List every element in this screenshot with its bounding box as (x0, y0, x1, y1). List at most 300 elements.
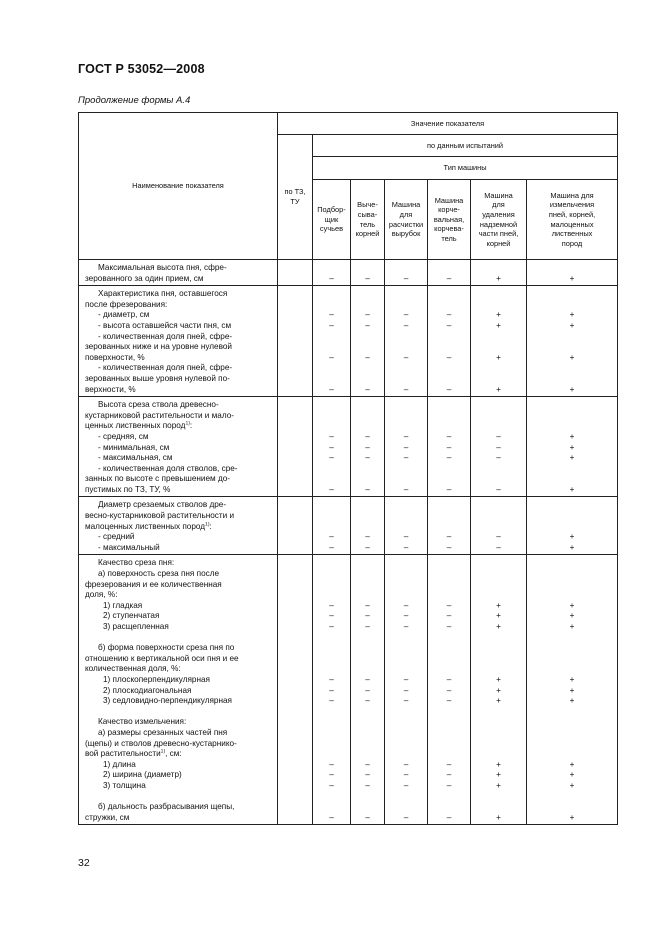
value-mark: + (496, 352, 501, 362)
value-mark: – (446, 453, 452, 463)
value-mark (351, 400, 384, 411)
value-mark: – (365, 310, 370, 320)
machine-value-cell (313, 286, 351, 397)
value-mark: – (329, 484, 334, 494)
value-mark (278, 263, 312, 274)
tz-tu-value-cell (278, 497, 313, 555)
value-mark: + (496, 320, 501, 330)
indicator-text: 2) плоскодиагональная (103, 685, 192, 695)
value-mark (527, 421, 617, 432)
value-mark: – (329, 685, 334, 695)
indicator-name-cell (79, 497, 278, 555)
value-mark: + (569, 542, 575, 552)
value-mark (527, 511, 617, 522)
indicator-text: б) дальность разбрасывания щепы, (98, 802, 235, 812)
indicator-text: - высота оставшейся части пня, см (98, 320, 232, 330)
tz-tu-value-cell (278, 397, 313, 497)
indicator-text-line (85, 686, 274, 697)
value-mark (278, 643, 312, 654)
value-mark (428, 558, 470, 569)
header-test-data: по данным испытаний (313, 135, 618, 157)
value-mark (278, 622, 312, 633)
value-mark (278, 813, 312, 824)
indicator-text: 3) расщепленная (103, 622, 169, 631)
value-mark (278, 411, 312, 422)
value-mark (351, 643, 384, 654)
value-mark (313, 558, 350, 569)
value-mark (278, 781, 312, 792)
value-mark (278, 664, 312, 675)
header-machine-3: Машина для расчистки вырубок (385, 180, 428, 260)
value-mark (351, 363, 384, 374)
value-mark (527, 342, 617, 353)
value-mark (428, 511, 470, 522)
value-mark (278, 363, 312, 374)
value-mark (527, 263, 617, 274)
value-mark (313, 464, 350, 475)
indicator-text-line (85, 611, 274, 622)
value-mark (471, 411, 526, 422)
page-number: 32 (78, 857, 90, 869)
value-mark (471, 300, 526, 311)
value-mark: – (446, 384, 452, 394)
machine-value-cell (351, 260, 385, 286)
value-mark (278, 543, 312, 554)
value-mark (351, 374, 384, 385)
value-mark (385, 664, 427, 675)
value-mark (385, 400, 427, 411)
value-mark: – (329, 431, 334, 441)
value-mark: + (496, 384, 501, 394)
indicator-text: верхности, % (85, 384, 136, 394)
value-mark (351, 500, 384, 511)
indicator-text-line (85, 739, 274, 750)
value-mark (313, 739, 350, 750)
value-mark (471, 522, 526, 533)
value-mark (527, 590, 617, 601)
value-mark: + (496, 770, 501, 780)
indicator-text-line (85, 558, 274, 569)
machine-value-cell (428, 260, 471, 286)
value-mark (278, 485, 312, 496)
indicator-text-line (85, 707, 274, 718)
indicator-name-cell (79, 397, 278, 497)
value-mark: – (446, 696, 452, 706)
indicator-text: - минимальная, см (98, 442, 170, 452)
value-mark (385, 289, 427, 300)
indicator-text: 2) ширина (диаметр) (103, 770, 182, 780)
value-mark: – (403, 759, 409, 769)
value-mark: – (365, 780, 370, 790)
value-mark (385, 792, 427, 803)
value-mark (471, 717, 526, 728)
value-mark: – (403, 685, 409, 695)
value-mark: + (569, 320, 575, 330)
value-mark (385, 580, 427, 591)
indicator-text-line (85, 633, 274, 644)
value-mark (313, 664, 350, 675)
indicator-text-line (85, 802, 274, 813)
value-mark: – (329, 780, 334, 790)
value-mark: – (446, 484, 452, 494)
value-mark (385, 374, 427, 385)
indicator-text: 2) ступенчатая (103, 611, 160, 621)
indicator-text: 1) плоскоперпендикулярная (103, 674, 210, 684)
value-mark (527, 363, 617, 374)
value-mark: + (496, 696, 501, 706)
machine-value-cell (527, 555, 618, 825)
header-machine-4: Машина корче- вальная, корчева- тель (428, 180, 471, 260)
machine-value-cell (351, 397, 385, 497)
indicator-text-line (85, 332, 274, 343)
value-mark: – (329, 442, 334, 452)
value-mark: – (446, 532, 452, 542)
indicator-text: фрезерования и ее количественная (85, 579, 222, 589)
value-mark (471, 749, 526, 760)
value-mark: – (403, 611, 409, 621)
value-mark: – (365, 320, 370, 330)
value-mark (471, 728, 526, 739)
value-mark: – (446, 320, 452, 330)
value-mark (278, 353, 312, 364)
value-mark: + (569, 696, 575, 706)
indicator-text: вой растительности (85, 749, 161, 759)
value-mark: + (569, 759, 575, 769)
form-caption: Продолжение формы А.4 (78, 95, 191, 106)
value-mark (313, 342, 350, 353)
value-mark (278, 760, 312, 771)
value-mark: + (569, 812, 575, 822)
value-mark: – (365, 352, 370, 362)
value-mark (385, 263, 427, 274)
indicator-text-line (85, 321, 274, 332)
value-mark: – (403, 812, 409, 822)
value-mark: – (329, 542, 334, 552)
value-mark (385, 728, 427, 739)
value-mark (278, 611, 312, 622)
tz-tu-value-cell (278, 286, 313, 397)
value-mark (351, 421, 384, 432)
value-mark: – (446, 273, 452, 283)
indicator-name-cell (79, 260, 278, 286)
value-mark (278, 522, 312, 533)
machine-value-cell (385, 497, 428, 555)
value-mark: – (329, 696, 334, 706)
table-row (79, 286, 618, 397)
value-mark (278, 385, 312, 396)
value-mark: – (365, 600, 370, 610)
value-mark: – (403, 674, 409, 684)
value-mark: + (496, 600, 501, 610)
machine-value-cell (385, 555, 428, 825)
value-mark (278, 342, 312, 353)
value-mark (385, 474, 427, 485)
value-mark (313, 300, 350, 311)
value-mark (278, 601, 312, 612)
value-mark: – (329, 759, 334, 769)
value-mark (527, 739, 617, 750)
value-mark (385, 342, 427, 353)
value-mark (313, 728, 350, 739)
value-mark (313, 411, 350, 422)
value-mark (351, 300, 384, 311)
indicator-text-line (85, 781, 274, 792)
value-mark (471, 363, 526, 374)
value-mark: – (329, 622, 334, 631)
value-mark: + (569, 611, 575, 621)
value-mark (527, 802, 617, 813)
indicator-name-cell (79, 286, 278, 397)
value-mark (527, 474, 617, 485)
value-mark (428, 411, 470, 422)
indicator-text-line (85, 522, 274, 533)
value-mark (471, 643, 526, 654)
value-mark (428, 717, 470, 728)
indicator-text: Диаметр срезаемых стволов дре- (98, 500, 227, 510)
value-mark (278, 321, 312, 332)
machine-value-cell (385, 397, 428, 497)
value-mark: + (569, 384, 575, 394)
value-mark (471, 664, 526, 675)
document-title: ГОСТ Р 53052—2008 (78, 62, 205, 76)
value-mark (471, 654, 526, 665)
indicator-text: количественная доля, %: (85, 664, 181, 674)
value-mark: – (329, 600, 334, 610)
value-mark (428, 643, 470, 654)
footnote-marker: 1) (185, 421, 190, 427)
value-mark: + (496, 273, 501, 283)
indicator-text: зерованного за один прием, см (85, 273, 204, 283)
indicator-text: - количественная доля пней, сфре- (98, 331, 233, 341)
value-mark: + (569, 431, 575, 441)
value-mark: – (403, 696, 409, 706)
value-mark: + (496, 685, 501, 695)
value-mark: – (365, 384, 370, 394)
value-mark (428, 707, 470, 718)
value-mark: – (403, 532, 409, 542)
indicator-text: а) размеры срезанных частей пня (98, 727, 228, 737)
value-mark: – (403, 770, 409, 780)
value-mark (527, 580, 617, 591)
value-mark: – (365, 685, 370, 695)
value-mark (278, 717, 312, 728)
value-mark: – (365, 453, 370, 463)
value-mark (313, 590, 350, 601)
indicator-text-line (85, 675, 274, 686)
indicator-text: - максимальная, см (98, 453, 173, 463)
value-mark (278, 289, 312, 300)
value-mark (385, 717, 427, 728)
value-mark: – (365, 622, 370, 631)
indicator-text-line (85, 590, 274, 601)
value-mark (527, 400, 617, 411)
value-mark (351, 558, 384, 569)
value-mark (471, 511, 526, 522)
value-mark: + (496, 812, 501, 822)
indicator-text-line (85, 511, 274, 522)
indicator-text-line (85, 342, 274, 353)
machine-value-cell (351, 555, 385, 825)
value-mark (351, 580, 384, 591)
value-mark (313, 500, 350, 511)
value-mark (527, 569, 617, 580)
value-mark (527, 728, 617, 739)
value-mark (313, 580, 350, 591)
machine-value-cell (428, 555, 471, 825)
value-mark (351, 654, 384, 665)
value-mark: – (496, 484, 501, 494)
value-mark (278, 633, 312, 644)
indicator-text: доля, %: (85, 590, 118, 600)
value-mark (428, 400, 470, 411)
value-mark: – (403, 273, 409, 283)
value-mark (351, 332, 384, 343)
value-mark (351, 802, 384, 813)
value-mark (313, 400, 350, 411)
value-mark (351, 289, 384, 300)
value-mark (385, 558, 427, 569)
value-mark (351, 569, 384, 580)
machine-value-cell (471, 286, 527, 397)
value-mark (278, 432, 312, 443)
value-mark (471, 792, 526, 803)
indicator-text-line (85, 696, 274, 707)
value-mark (527, 500, 617, 511)
value-mark (313, 749, 350, 760)
machine-value-cell (351, 286, 385, 397)
value-mark (351, 739, 384, 750)
value-mark (428, 792, 470, 803)
value-mark (428, 590, 470, 601)
machine-value-cell (313, 555, 351, 825)
indicator-text: кустарниковой растительности и мало- (85, 410, 234, 420)
value-mark (471, 707, 526, 718)
indicator-text-line (85, 813, 274, 824)
value-mark (428, 500, 470, 511)
machine-value-cell (385, 286, 428, 397)
tz-tu-value-cell (278, 555, 313, 825)
indicator-text: 1) длина (103, 759, 136, 769)
machine-value-cell (471, 397, 527, 497)
indicator-text-line (85, 443, 274, 454)
value-mark (428, 332, 470, 343)
value-mark (278, 749, 312, 760)
value-mark (471, 633, 526, 644)
value-mark: – (329, 674, 334, 684)
value-mark: – (329, 273, 334, 283)
indicator-text: Максимальная высота пня, сфре- (98, 263, 227, 272)
indicator-text-line (85, 400, 274, 411)
indicator-text-line (85, 664, 274, 675)
value-mark (278, 300, 312, 311)
indicator-text-line (85, 421, 274, 432)
value-mark: – (365, 770, 370, 780)
indicator-text: Высота среза ствола древесно- (98, 400, 219, 410)
value-mark (278, 474, 312, 485)
indicator-text: 3) седловидно-перпендикулярная (103, 696, 232, 706)
value-mark (428, 289, 470, 300)
value-mark: – (403, 600, 409, 610)
indicator-text-line (85, 289, 274, 300)
value-mark: – (446, 352, 452, 362)
indicator-text-line (85, 532, 274, 543)
indicator-name-cell (79, 555, 278, 825)
indicator-text-suffix: : (189, 421, 193, 431)
value-mark (428, 664, 470, 675)
indicator-text: Качество среза пня: (98, 558, 175, 568)
value-mark: – (329, 453, 334, 463)
value-mark (428, 374, 470, 385)
value-mark (313, 522, 350, 533)
value-mark: – (365, 611, 370, 621)
value-mark (351, 749, 384, 760)
value-mark (385, 590, 427, 601)
value-mark: – (446, 611, 452, 621)
indicator-text-line (85, 374, 274, 385)
value-mark: – (403, 431, 409, 441)
value-mark: – (403, 442, 409, 452)
value-mark (385, 707, 427, 718)
value-mark: + (569, 600, 575, 610)
value-mark (278, 374, 312, 385)
value-mark (278, 580, 312, 591)
indicator-text-line (85, 792, 274, 803)
value-mark: + (569, 442, 575, 452)
value-mark: + (496, 611, 501, 621)
value-mark (428, 464, 470, 475)
value-mark (278, 802, 312, 813)
value-mark (278, 464, 312, 475)
value-mark: – (496, 453, 501, 463)
value-mark (313, 717, 350, 728)
value-mark (351, 633, 384, 644)
value-mark (278, 696, 312, 707)
value-mark (471, 500, 526, 511)
table-row (79, 397, 618, 497)
machine-value-cell (428, 497, 471, 555)
footnote-marker: 1) (160, 749, 166, 755)
value-mark (278, 443, 312, 454)
value-mark (351, 263, 384, 274)
value-mark (471, 374, 526, 385)
indicator-text-suffix: : (209, 521, 212, 531)
indicator-text: - средний (98, 532, 135, 542)
value-mark (385, 421, 427, 432)
indicator-text-line (85, 411, 274, 422)
indicator-text-line (85, 569, 274, 580)
value-mark (428, 739, 470, 750)
value-mark (278, 770, 312, 781)
indicator-text: а) поверхность среза пня после (98, 569, 220, 579)
indicator-text-line (85, 770, 274, 781)
value-mark (385, 749, 427, 760)
value-mark: – (496, 442, 501, 452)
indicator-text-line (85, 500, 274, 511)
machine-value-cell (313, 397, 351, 497)
value-mark (385, 739, 427, 750)
value-mark: – (403, 453, 409, 463)
value-mark: – (446, 770, 452, 780)
value-mark (278, 400, 312, 411)
value-mark (313, 792, 350, 803)
value-mark: + (569, 310, 575, 320)
value-mark: + (569, 484, 575, 494)
value-mark: + (496, 674, 501, 684)
indicator-text: Характеристика пня, оставшегося (98, 289, 228, 299)
indicator-text-line (85, 717, 274, 728)
value-mark (527, 522, 617, 533)
value-mark (527, 654, 617, 665)
